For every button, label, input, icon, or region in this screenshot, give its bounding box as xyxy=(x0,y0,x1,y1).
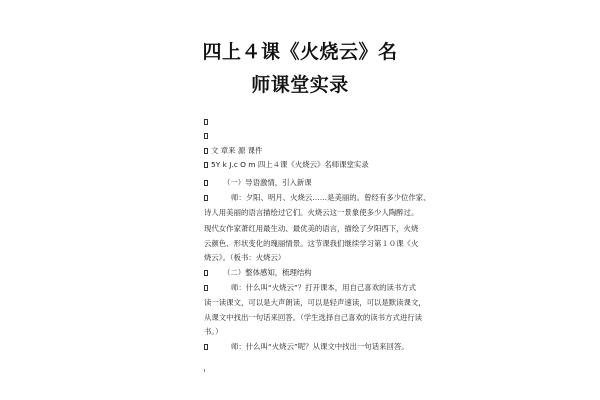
line-text: 5Y k J.c O m 四上４课《火烧云》名师课堂实录 xyxy=(211,160,369,169)
section-heading-2 xyxy=(204,268,312,278)
missing-glyph-icon xyxy=(204,133,208,139)
paragraph-1-line-2: 诗人用美丽的语言描绘过它们。火烧云这一景象使多少人陶醉过。 xyxy=(204,208,419,217)
paragraph-2-line-2: 读一读课文，可以是大声朗读，可以是轻声速读，可以是默读课文， xyxy=(204,298,426,307)
line-text: 师：什么叫“火烧云”呢？从课文中找出一句话来回答。 xyxy=(231,342,409,351)
missing-glyph-icon xyxy=(204,119,208,125)
page-mark xyxy=(204,369,205,372)
missing-glyph-icon xyxy=(204,162,208,168)
missing-glyph-icon xyxy=(204,285,208,291)
line-text: （一）导语激情，引入新课 xyxy=(223,178,312,187)
paragraph-2-line-3: 从课文中找出一句话来回答。（学生选择自己喜欢的读书方式进行读 xyxy=(204,313,423,322)
line-text: 师：夕阳、明月、火烧云……是美丽的。曾经有多少位作家、 xyxy=(231,193,431,202)
line-text: （二）整体感知，梳理结构 xyxy=(223,268,312,277)
paragraph-2-line-1 xyxy=(204,283,416,293)
document-title-line-1: 四上４课《火烧云》名 xyxy=(202,41,398,63)
missing-glyph-icon xyxy=(204,180,208,186)
paragraph-1-line-1 xyxy=(204,193,431,203)
source-line xyxy=(204,146,262,156)
subtitle-line xyxy=(204,160,369,170)
line-text: 师：什么叫“火烧云”？打开课本，用自己喜欢的读书方式 xyxy=(231,283,417,292)
paragraph-3-line-1 xyxy=(204,342,409,352)
paragraph-2-line-4: 书。） xyxy=(204,327,223,336)
paragraph-1-line-5: 烧云》。（板书：火烧云） xyxy=(204,253,286,262)
section-heading-1 xyxy=(204,178,312,188)
paragraph-1-line-3: 现代女作家萧红用最生动、最优美的语言，描绘了夕阳西下，火烧 xyxy=(204,224,419,233)
paragraph-1-line-4: 云颜色、形状变化的瑰丽情景。这节课我们继续学习第１０课《火 xyxy=(204,239,419,248)
missing-glyph-icon xyxy=(204,344,208,350)
missing-glyph-icon xyxy=(204,270,208,276)
line-text: 文 章来 源 课件 xyxy=(211,146,263,155)
empty-line-1 xyxy=(204,117,211,127)
missing-glyph-icon xyxy=(204,148,208,154)
empty-line-2 xyxy=(204,131,211,141)
document-title-line-2: 师课堂实录 xyxy=(251,74,349,96)
missing-glyph-icon xyxy=(204,195,208,201)
